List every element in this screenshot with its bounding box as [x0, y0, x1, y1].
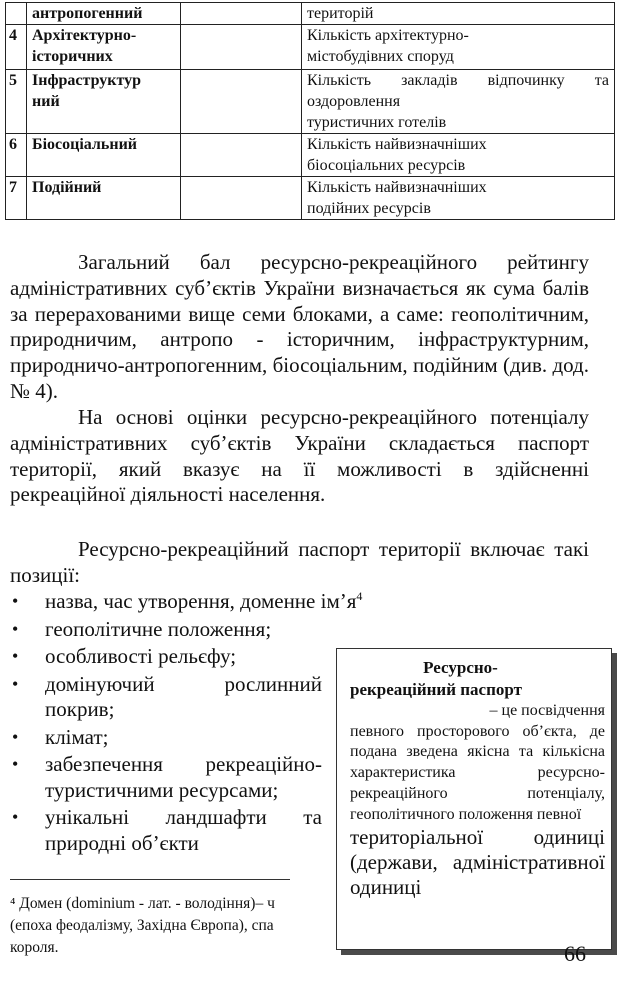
indicator-line: туристичних готелів: [307, 114, 447, 131]
empty-cell: [181, 177, 302, 220]
indicator-line: Кількість найвизначніших: [307, 136, 487, 153]
list-item: [10, 805, 322, 856]
callout-title: [337, 649, 611, 701]
resource-blocks-table: [5, 2, 615, 220]
empty-cell: [181, 3, 302, 25]
block-name: Подійний: [27, 177, 181, 220]
block-name: [27, 25, 181, 70]
indicator-line: містобудівних споруд: [307, 48, 454, 65]
row-number: 7: [6, 177, 27, 220]
row-number: 5: [6, 70, 27, 134]
indicator-line: Кількість архітектурно-: [307, 27, 469, 44]
bullet-icon: •: [12, 807, 19, 827]
page-number: 66: [564, 941, 586, 966]
footnote-line: ⁴ Домен (dominium - лат. - володіння)– ч: [10, 895, 275, 912]
row-number: 6: [6, 134, 27, 177]
empty-cell: [181, 70, 302, 134]
indicator-line: Кількість найвизначніших: [307, 179, 487, 196]
block-indicator: територій: [302, 3, 615, 25]
footnote-ref[interactable]: 4: [356, 589, 363, 603]
block-indicator: [302, 134, 615, 177]
footnote-line: (епоха феодалізму, Західна Європа), спа: [10, 917, 274, 934]
paragraph-total-score: Загальний бал ресурсно-рекреаційного рейтингу адміністративних суб’єктів України визначається як сума балів за перерахованими вище семи блоками, а саме: геополітичним, природничим, антропо - історичним, інфраструктурним, природничо-антропогенним, біосоціальним, подійним (див. дод. № 4).: [10, 250, 589, 403]
block-name-line: історичних: [32, 48, 113, 65]
bullet-icon: •: [12, 591, 19, 611]
block-name-line: Архітектурно-: [32, 27, 137, 44]
bullet-icon: •: [12, 754, 19, 774]
list-item-text: клімат;: [45, 724, 109, 749]
bullet-icon: •: [12, 726, 19, 747]
list-item: [10, 617, 322, 643]
block-indicator: [302, 177, 615, 220]
block-name: [27, 70, 181, 134]
paragraph-positions: Ресурсно-рекреаційний паспорт території включає такі позиції:: [10, 537, 589, 587]
indicator-line: оздоровлення: [307, 93, 401, 110]
passport-definition-callout: [336, 648, 612, 950]
list-item-text: геополітичне положення;: [45, 616, 272, 641]
table-row: [6, 177, 615, 220]
callout-title-line: Ресурсно-: [423, 658, 498, 677]
row-number: [6, 3, 27, 25]
callout-body: [337, 701, 611, 825]
list-item-text: назва, час утворення, доменне ім’я: [45, 589, 357, 613]
passport-positions-list: [10, 589, 363, 858]
block-name: антропогенний: [27, 3, 181, 25]
bullet-icon: •: [12, 646, 19, 666]
block-name-line: ний: [32, 93, 60, 110]
block-indicator: [302, 70, 615, 134]
block-indicator: [302, 25, 615, 70]
row-number: 4: [6, 25, 27, 70]
footnote-divider: [10, 879, 290, 880]
empty-cell: [181, 134, 302, 177]
paragraph-passport: На основі оцінки ресурсно-рекреаційного потенціалу адміністративних суб’єктів України складається паспорт території, який вказує на її можливості в здійсненні рекреаційної діяльності населення.: [10, 405, 589, 507]
list-item: [10, 644, 322, 670]
empty-cell: [181, 25, 302, 70]
list-item: [10, 589, 445, 615]
block-name: Біосоціальний: [27, 134, 181, 177]
callout-title-line: рекреаційний паспорт: [350, 680, 522, 699]
table-row: [6, 70, 615, 134]
bullet-icon: •: [12, 618, 19, 639]
list-item-text: унікальні ландшафти та природні об’єкти: [45, 805, 322, 855]
table-row: [6, 3, 615, 25]
indicator-line: біосоціальних ресурсів: [307, 157, 466, 174]
list-item: [10, 752, 322, 803]
list-item: [10, 672, 322, 723]
table-row: [6, 134, 615, 177]
callout-dash-line: – це посвідчення: [489, 702, 605, 719]
callout-large-text: територіальної одиниці (держави, адміністративної одиниці: [350, 825, 605, 900]
list-item-text: особливості рельєфу;: [45, 644, 237, 668]
bullet-icon: •: [12, 673, 19, 694]
indicator-line: подійних ресурсів: [307, 200, 431, 217]
list-item-text: домінуючий рослинний покрив;: [45, 671, 322, 721]
block-name-line: Інфраструктур: [32, 72, 142, 89]
list-item-text: забезпечення рекреаційно-туристичними ресурсами;: [45, 752, 322, 802]
footnote-line: короля.: [10, 939, 59, 956]
table-row: [6, 25, 615, 70]
list-item: [10, 725, 322, 751]
indicator-line: Кількість закладів відпочинку та: [307, 72, 609, 89]
callout-body-text: певного просторового об’єкта, де подана зведена якісна та кількісна характеристика ресурсно-рекреаційного потенціалу, геополітичного положення певної: [350, 722, 605, 823]
